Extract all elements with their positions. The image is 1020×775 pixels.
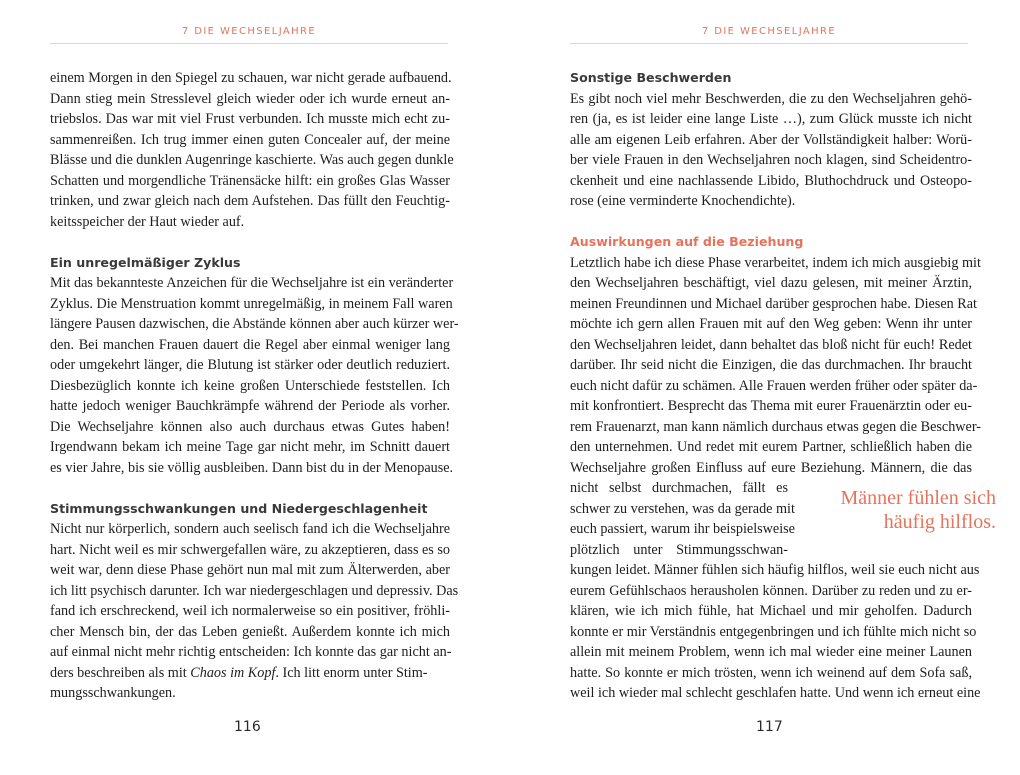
text-line: Es gibt noch viel mehr Beschwerden, die zu den Wechseljahren gehö- [570,90,972,107]
text-line [50,663,450,684]
text-line: fand ich erschreckend, weil ich normalerweise so ein positiver, fröhli- [50,603,450,619]
pull-quote [820,486,996,534]
text-line: Wechseljahre großen Einfluss auf eure Beziehung. Männern, die das [570,459,972,476]
text-line: Nicht nur körperlich, sondern auch seelisch fand ich die Wechseljahre [50,521,450,537]
text-line: euch passiert, warum ihr beispielsweise [570,521,795,537]
right-page [510,0,1020,775]
section-heading: Sonstige Beschwerden [570,70,732,85]
section-heading: Stimmungsschwankungen und Niedergeschlagenheit [50,500,428,516]
running-head: 7 DIE WECHSELJAHRE [701,26,837,37]
text-line: plötzlich unter Stimmungsschwan- [570,541,788,558]
text-line: meinen Freundinnen und Michael darüber gesprochen habe. Diesen Rat [570,295,977,312]
text-line: Dann stieg mein Stresslevel gleich wieder oder ich wurde erneut an- [50,90,450,107]
text-line: hatte jedoch weniger Bauchkrämpfe während der Periode als vorher. [50,398,450,414]
text-line: einem Morgen in den Spiegel zu schauen, war nicht gerade aufbauend. [50,70,452,86]
text-line: längere Pausen dazwischen, die Abstände können aber auch kürzer wer- [50,316,459,332]
text-run: ders beschreiben als mit [50,664,191,681]
section-paragraph [570,253,981,704]
section-heading-accent: Auswirkungen auf die Beziehung [570,234,804,249]
text-line: rem Frauenarzt, man kann nämlich durchaus etwas gegen die Beschwer- [570,418,981,435]
text-line: konnte er mir Verständnis entgegenbringen und ich fühlte mich nicht so [570,623,977,640]
text-line: Irgendwann bekam ich meine Tage gar nicht mehr, im Schnitt dauert [50,439,450,455]
header-rule [570,43,968,44]
paragraph-gap [50,232,450,253]
text-line: Letztlich habe ich diese Phase verarbeitet, indem ich mich ausgiebig mit [570,254,981,271]
text-line: Mit das bekannteste Anzeichen für die Wechseljahre ist ein veränderter [50,275,454,291]
text-line: triebslos. Das war mit viel Frust verbunden. Ich musste mich echt zu- [50,111,450,127]
paragraph-gap [50,478,450,499]
text-line: nicht selbst durchmachen, fällt es [570,480,788,496]
text-line: oder umgekehrt länger, die Blutung ist stärker oder deutlich reduziert. [50,357,450,373]
text-line: es vier Jahre, bis sie völlig ausbleiben. Dann bist du in der Menopause. [50,459,454,476]
header-rule [50,43,448,44]
text-line: Schatten und morgendliche Tränensäcke hilft: ein großes Glas Wasser [50,172,450,189]
text-line: den unternehmen. Und redet mit eurem Partner, schließlich haben die [570,439,972,455]
running-head: 7 DIE WECHSELJAHRE [181,26,317,37]
text-line: ckenheit und eine nachlassende Libido, Bluthochdruck und Osteopo- [570,172,972,189]
text-line: sammenreißen. Ich trug immer einen guten Concealer auf, der meine [50,131,450,148]
section-paragraph [570,89,972,212]
text-line: eurem Gefühlschaos herausholen können. Darüber zu reden und zu er- [570,582,972,599]
text-line: hart. Nicht weil es mir schwergefallen wäre, zu akzeptieren, dass es so [50,541,450,558]
text-line: cher Mensch bin, der das Leben genießt. Außerdem konnte ich mich [50,623,450,640]
pull-quote-line: Männer fühlen sich [840,487,996,509]
text-line: den Wechseljahren leidet, dann behaltet das bloß nicht für euch! Redet [570,336,972,353]
text-line: den Wechseljahren beschäftigt, viel dazu gelesen, mit meiner Ärztin, [570,275,972,291]
text-line: klären, wie ich mich fühle, hat Michael und mir geholfen. Dadurch [570,603,972,619]
text-line: Die Wechseljahre können also auch durchaus etwas Gutes haben! [50,418,450,435]
text-line: weit war, denn diese Phase gehört nun mal mit zum Älterwerden, aber [50,562,450,578]
text-line: mungsschwankungen. [50,685,176,701]
page-number: 117 [756,719,783,735]
text-line: darüber. Ihr seid nicht die Einzigen, die das durchmachen. Ihr braucht [570,357,972,373]
text-line: Zyklus. Die Menstruation kommt unregelmäßig, in meinem Fall waren [50,295,453,312]
section-heading: Ein unregelmäßiger Zyklus [50,254,241,270]
italic-phrase: Chaos im Kopf [190,664,276,681]
text-line: möchte ich gern allen Frauen mit auf den Weg geben: Wenn ihr unter [570,316,972,332]
text-line: kungen leidet. Männer fühlen sich häufig hilflos, weil sie euch nicht aus [570,562,980,578]
paragraph-gap [570,212,972,233]
right-page-body [570,68,981,704]
text-line: Diesbezüglich konnte ich keine großen Unterschiede feststellen. Ich [50,377,450,394]
text-line: ich litt psychisch darunter. Ich war niedergeschlagen und depressiv. Das [50,582,459,599]
section-paragraph [50,273,459,478]
text-run: . Ich litt enorm unter Stim- [275,664,428,681]
text-line: keitsspeicher der Haut wieder auf. [50,213,245,230]
text-line: den. Bei manchen Frauen dauert die Regel aber einmal weniger lang [50,336,450,353]
text-line: mit konfrontiert. Besprecht das Thema mit eurer Frauenärztin oder eu- [570,398,972,414]
page-number: 116 [234,719,261,735]
text-line: trinken, und zwar gleich nach dem Aufstehen. Das füllt den Feuchtig- [50,193,450,209]
intro-paragraph [50,68,454,232]
text-line: ber viele Frauen in den Wechseljahren noch klagen, sind Scheidentro- [570,152,972,168]
text-line: hatte. So konnte er mich trösten, wenn ich weinend auf dem Sofa saß, [570,664,972,681]
text-line: allein mit meinem Problem, wenn ich mal wieder eine meiner Launen [570,644,972,660]
pull-quote-line: häufig hilflos. [883,511,996,533]
text-line: alle am eigenen Leib erfahren. Aber der Vollständigkeit halber: Worü- [570,131,972,148]
text-line: euch nicht dafür zu schämen. Alle Frauen werden früher oder später da- [570,377,978,394]
text-line: rose (eine verminderte Knochendichte). [570,193,796,209]
text-line: ren (ja, es ist leider eine lange Liste …), zum Glück musste ich nicht [570,111,972,127]
text-line: schwer zu verstehen, was da gerade mit [570,500,795,517]
left-page-body [50,68,459,704]
section-paragraph [50,519,459,704]
text-line: Blässe und die dunklen Augenringe kaschierte. Was auch gegen dunkle [50,152,454,168]
text-line: auf einmal nicht mehr richtig entscheiden: Ich konnte das gar nicht an- [50,644,452,660]
text-line: weil ich wieder mal schlecht geschlafen hatte. Und wenn ich erneut eine [570,685,981,701]
